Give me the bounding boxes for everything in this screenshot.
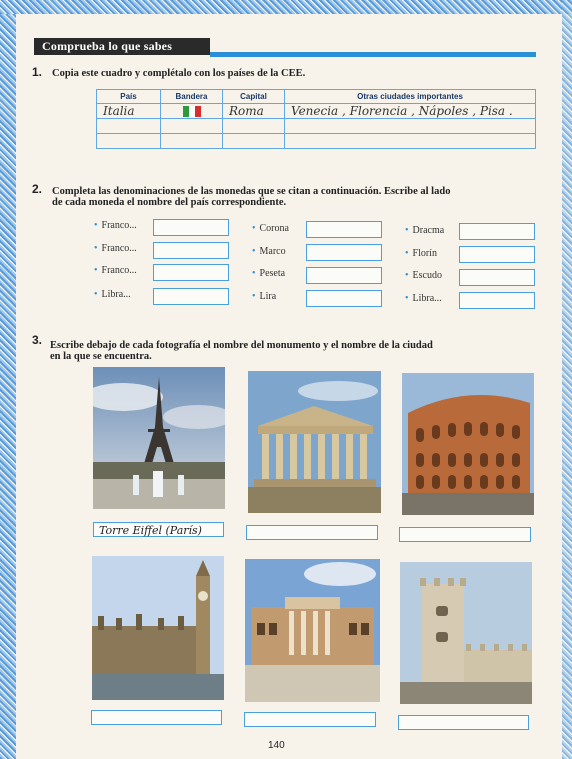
monument-answer-box[interactable] xyxy=(398,715,529,730)
coin-answer-box[interactable] xyxy=(459,223,535,240)
coin-item: • Libra... xyxy=(94,289,131,300)
belem-tower-photo xyxy=(400,562,532,704)
q3-text-line2: en la que se encuentra. xyxy=(50,351,152,362)
coin-answer-box[interactable] xyxy=(153,242,229,259)
cell-empty[interactable] xyxy=(161,134,223,149)
q2-number: 2. xyxy=(32,182,43,196)
table-row xyxy=(97,134,536,149)
cell-capital[interactable]: Roma xyxy=(223,104,285,119)
parthenon-photo xyxy=(248,371,381,513)
coin-item: • Dracma xyxy=(405,225,445,236)
header-bandera: Bandera xyxy=(161,90,223,104)
monument-answer-box[interactable] xyxy=(246,525,378,540)
header-otras-ciudades: Otras ciudades importantes xyxy=(285,90,536,104)
cell-bandera[interactable] xyxy=(161,104,223,119)
q2-text-line1: Completa las denominaciones de las monedas que se citan a continuación. Escribe al lado xyxy=(52,186,451,197)
q3-number: 3. xyxy=(32,333,43,347)
bullet-icon: • xyxy=(252,246,256,257)
bullet-icon: • xyxy=(252,291,256,302)
page-number: 140 xyxy=(268,740,285,751)
bullet-icon: • xyxy=(405,225,409,236)
decorative-left-edge xyxy=(0,0,16,759)
bullet-icon: • xyxy=(252,223,256,234)
coin-item: • Franco... xyxy=(94,243,137,254)
decorative-right-edge xyxy=(562,0,572,759)
bullet-icon: • xyxy=(94,220,98,231)
bullet-icon: • xyxy=(252,268,256,279)
eiffel-tower-photo xyxy=(93,367,225,509)
bullet-icon: • xyxy=(405,248,409,259)
coin-item: • Corona xyxy=(252,223,289,234)
coin-answer-box[interactable] xyxy=(459,246,535,263)
bullet-icon: • xyxy=(405,293,409,304)
cee-table xyxy=(96,89,536,149)
table-row xyxy=(97,119,536,134)
prado-museum-photo xyxy=(245,559,380,702)
q1-number: 1. xyxy=(32,65,43,79)
coin-answer-box[interactable] xyxy=(306,221,382,238)
coin-answer-box[interactable] xyxy=(306,290,382,307)
section-underline xyxy=(210,52,536,57)
cell-empty[interactable] xyxy=(285,134,536,149)
coin-item: • Peseta xyxy=(252,268,286,279)
coin-item: • Libra... xyxy=(405,293,442,304)
table-header-row xyxy=(97,90,536,104)
coin-answer-box[interactable] xyxy=(459,292,535,309)
header-capital: Capital xyxy=(223,90,285,104)
bullet-icon: • xyxy=(405,270,409,281)
section-title: Comprueba lo que sabes xyxy=(42,39,173,53)
coin-item: • Franco... xyxy=(94,220,137,231)
coin-item: • Lira xyxy=(252,291,277,302)
westminster-photo xyxy=(92,556,224,700)
coin-item: • Florín xyxy=(405,248,437,259)
monument-answer-box[interactable] xyxy=(244,712,376,727)
q1-text: Copia este cuadro y complétalo con los países de la CEE. xyxy=(52,68,306,79)
coin-item: • Marco xyxy=(252,246,286,257)
colosseum-photo xyxy=(402,373,534,515)
coin-answer-box[interactable] xyxy=(306,267,382,284)
coin-answer-box[interactable] xyxy=(153,288,229,305)
cell-empty[interactable] xyxy=(97,119,161,134)
bullet-icon: • xyxy=(94,265,98,276)
cell-pais[interactable]: Italia xyxy=(97,104,161,119)
cell-empty[interactable] xyxy=(223,134,285,149)
coin-answer-box[interactable] xyxy=(459,269,535,286)
coin-item: • Escudo xyxy=(405,270,442,281)
cell-empty[interactable] xyxy=(161,119,223,134)
header-pais: País xyxy=(97,90,161,104)
q2-text-line2: de cada moneda el nombre del país correspondiente. xyxy=(52,197,287,208)
bullet-icon: • xyxy=(94,243,98,254)
coin-item: • Franco... xyxy=(94,265,137,276)
table-row xyxy=(97,104,536,119)
monument-answer-box[interactable]: Torre Eiffel (París) xyxy=(93,522,224,537)
q3-text-line1: Escribe debajo de cada fotografía el nombre del monumento y el nombre de la ciudad xyxy=(50,340,433,351)
bullet-icon: • xyxy=(94,289,98,300)
cell-empty[interactable] xyxy=(97,134,161,149)
decorative-top-edge xyxy=(0,0,572,14)
cell-empty[interactable] xyxy=(285,119,536,134)
monument-answer-box[interactable] xyxy=(91,710,222,725)
coin-answer-box[interactable] xyxy=(153,219,229,236)
coin-answer-box[interactable] xyxy=(306,244,382,261)
coin-answer-box[interactable] xyxy=(153,264,229,281)
cell-otras[interactable]: Venecia , Florencia , Nápoles , Pisa . xyxy=(285,104,536,119)
monument-answer-box[interactable] xyxy=(399,527,531,542)
cell-empty[interactable] xyxy=(223,119,285,134)
italy-flag-icon xyxy=(183,106,201,117)
